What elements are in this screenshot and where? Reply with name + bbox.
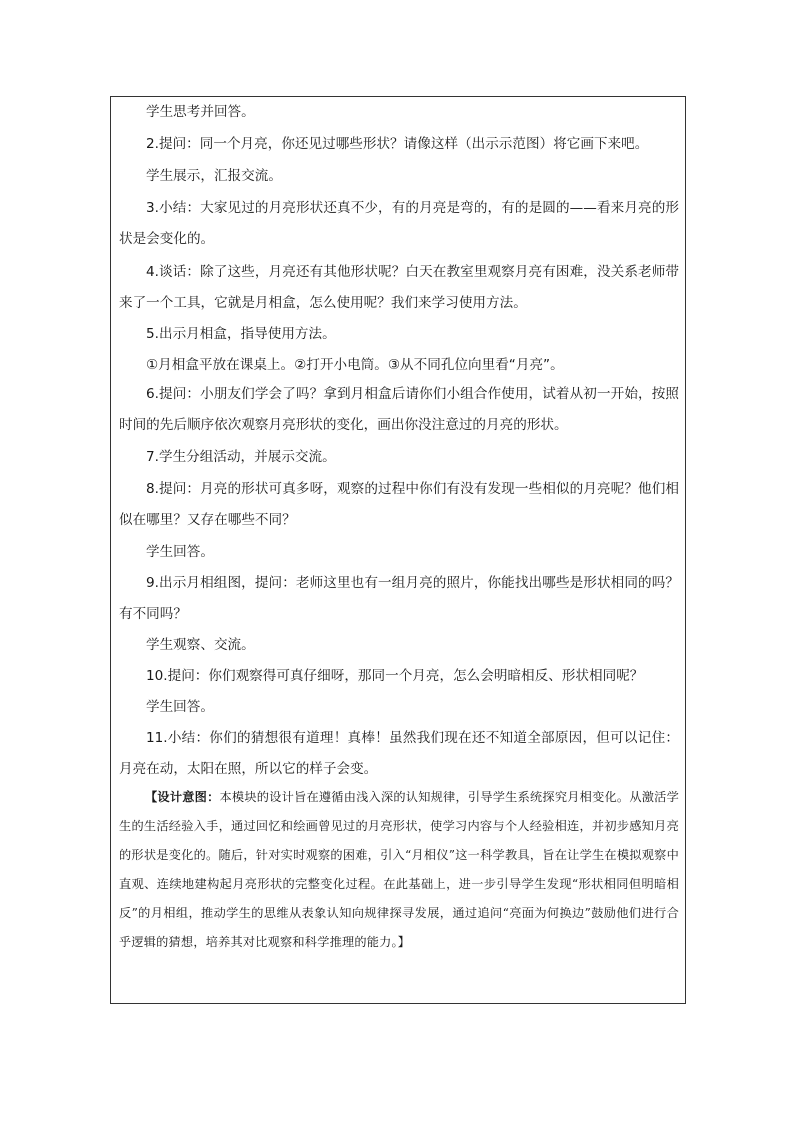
- paragraph-9: 7.学生分组活动，并展示交流。: [146, 449, 336, 465]
- paragraph-12: 9.出示月相组图，提问：老师这里也有一组月亮的照片，你能找出哪些是形状相同的吗？有不同吗？: [119, 575, 679, 622]
- paragraph-15: 学生回答。: [146, 699, 214, 715]
- paragraph-6: 5.出示月相盒，指导使用方法。: [146, 326, 336, 342]
- design-intent-label: 【设计意图：: [145, 790, 220, 804]
- paragraph-1: 学生思考并回答。: [146, 104, 255, 120]
- paragraph-14: 10.提问：你们观察得可真仔细呀，那同一个月亮，怎么会明暗相反、形状相同呢？: [146, 668, 644, 684]
- paragraph-13: 学生观察、交流。: [146, 637, 255, 653]
- paragraph-10: 8.提问：月亮的形状可真多呀，观察的过程中你们有没有发现一些相似的月亮呢？他们相似在哪里？又存在哪些不同？: [119, 481, 679, 528]
- paragraph-3: 学生展示，汇报交流。: [146, 168, 282, 184]
- paragraph-11: 学生回答。: [146, 544, 214, 560]
- paragraph-2: 2.提问：同一个月亮，你还见过哪些形状？请像这样（出示示范图）将它画下来吧。: [146, 136, 649, 152]
- paragraph-7: ①月相盒平放在课桌上。②打开小电筒。③从不同孔位向里看“月亮”。: [146, 357, 564, 373]
- content-table-cell: [110, 96, 686, 1004]
- paragraph-8: 6.提问：小朋友们学会了吗？拿到月相盒后请你们小组合作使用，试着从初一开始，按照时间的先后顺序依次观察月亮形状的变化，画出你没注意过的月亮的形状。: [119, 386, 679, 433]
- design-intent-note: [119, 783, 679, 957]
- paragraph-5: 4.谈话：除了这些，月亮还有其他形状呢？白天在教室里观察月亮有困难，没关系老师带来了一个工具，它就是月相盒，怎么使用呢？我们来学习使用方法。: [119, 264, 679, 311]
- paragraph-4: 3.小结：大家见过的月亮形状还真不少，有的月亮是弯的，有的是圆的——看来月亮的形状是会变化的。: [119, 200, 679, 247]
- paragraph-16: 11.小结：你们的猜想很有道理！真棒！虽然我们现在还不知道全部原因，但可以记住：月亮在动，太阳在照，所以它的样子会变。: [119, 730, 679, 777]
- design-intent-body: 本模块的设计旨在遵循由浅入深的认知规律，引导学生系统探究月相变化。从激活学生的生活经验入手，通过回忆和绘画曾见过的月亮形状，使学习内容与个人经验相连，并初步感知月亮的形状是变化的。随后，针对实时观察的困难，引入“月相仪”这一科学教具，旨在让学生在模拟观察中直观、连续地建构起月亮形状的完整变化过程。在此基础上，进一步引导学生发现“形状相同但明暗相反”的月相组，推动学生的思维从表象认知向规律探寻发展，通过追问“亮面为何换边”鼓励他们进行合乎逻辑的猜想，培养其对比观察和科学推理的能力。】: [119, 790, 679, 949]
